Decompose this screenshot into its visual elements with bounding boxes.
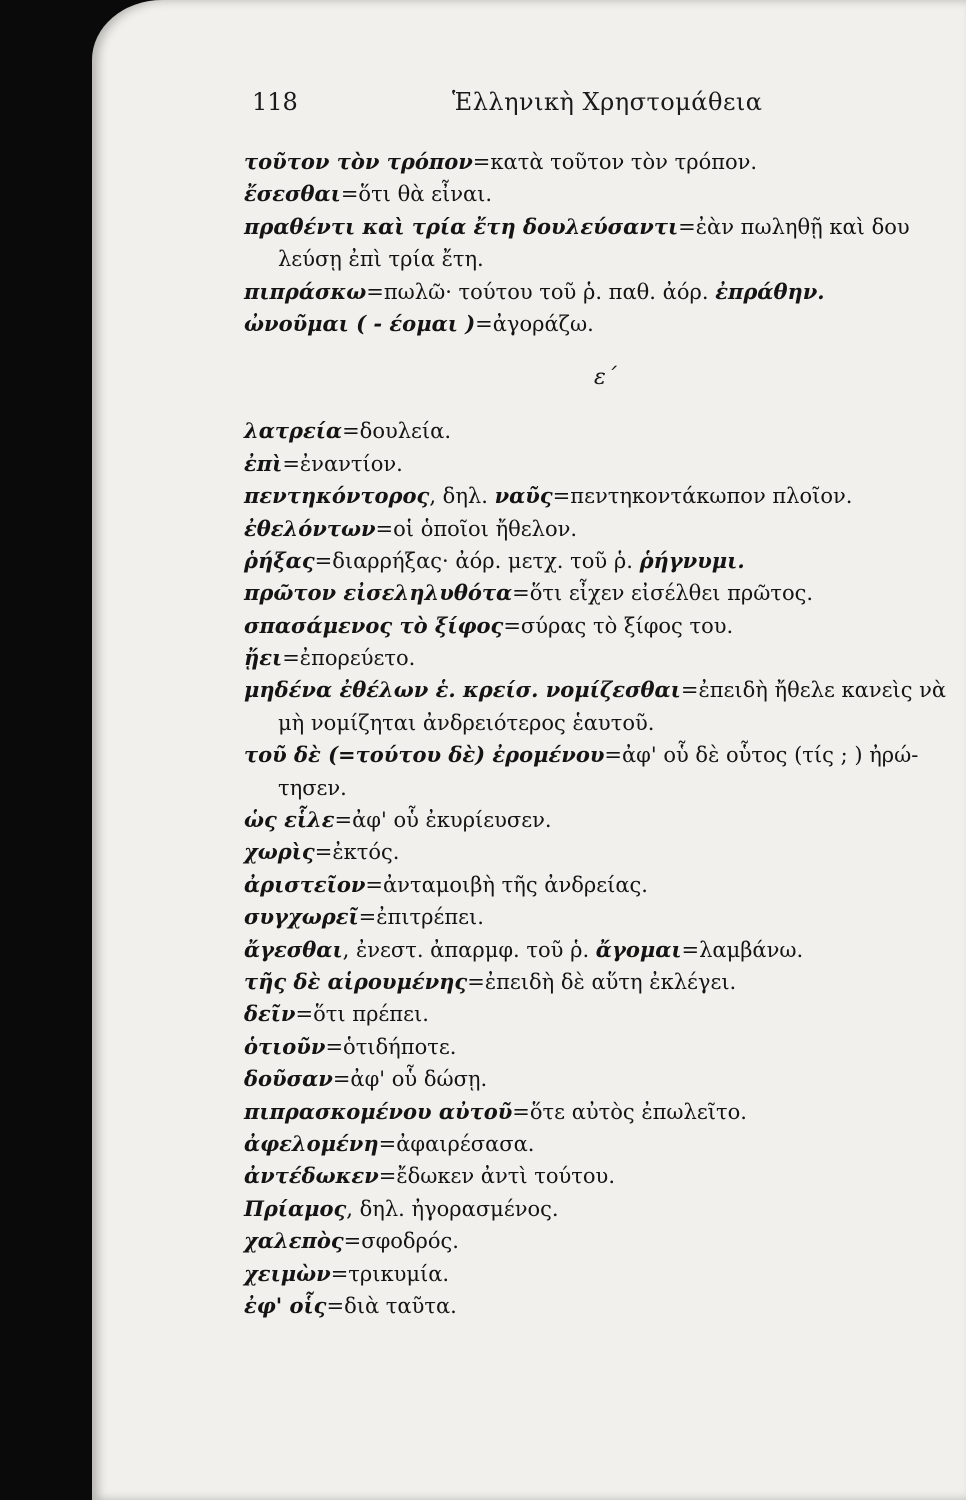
entry-headword: ἀριστεῖον — [244, 871, 366, 897]
entry-headword: πραθέντι καὶ τρία ἔτη δουλεύσαντι — [244, 213, 679, 239]
entry-headword: πιπρασκομένου αὐτοῦ — [244, 1098, 513, 1124]
entry-headword: χειμὼν — [244, 1260, 331, 1286]
glossary-entry — [244, 211, 964, 243]
entry-headword: τῆς δὲ αἱρουμένης — [244, 968, 468, 994]
glossary-entry — [244, 1193, 964, 1225]
entry-headword: ἐφ' οἷς — [244, 1292, 327, 1318]
glossary-entry — [244, 836, 964, 868]
entry-gloss: =τρικυμία. — [330, 1261, 450, 1286]
entry-gloss: =ἀφ' οὗ δὲ οὗτος (τίς ; ) ἠρώ- — [604, 743, 919, 768]
glossary-entry — [244, 966, 964, 998]
glossary-entry — [244, 1063, 964, 1095]
glossary-entry — [244, 1031, 964, 1063]
book-page — [92, 0, 966, 1500]
entry-headword: ναῦς — [494, 483, 553, 509]
entry-gloss: =ἀφαιρέσασα. — [378, 1131, 535, 1156]
glossary-entry — [244, 146, 964, 178]
running-title: Ἑλληνικὴ Χρηστομάθεια — [452, 88, 763, 116]
glossary-entry — [244, 934, 964, 966]
glossary-entry — [244, 480, 964, 512]
glossary-entry — [244, 998, 964, 1030]
entry-headword: πιπράσκω — [244, 278, 367, 304]
glossary-entry — [244, 1258, 964, 1290]
glossary-entry — [244, 577, 964, 609]
entry-headword: ᾔει — [244, 645, 283, 671]
entry-gloss: =πωλῶ· τούτου τοῦ ῥ. παθ. ἀόρ. — [366, 279, 716, 304]
entry-gloss: =λαμβάνω. — [681, 937, 804, 962]
entry-headword: ἄγομαι — [595, 936, 682, 962]
entry-headword: ὠνοῦμαι ( - έομαι ) — [244, 310, 476, 336]
entry-headword: ἐπὶ — [244, 450, 283, 476]
entry-gloss: , δηλ. — [429, 484, 495, 509]
entry-gloss: =κατὰ τοῦτον τὸν τρόπον. — [472, 150, 758, 174]
entry-gloss: =ἀφ' οὗ ἐκυρίευσεν. — [334, 808, 552, 833]
entry-gloss: =ὁτιδήποτε. — [325, 1034, 457, 1059]
section-mark: ε΄ — [594, 365, 617, 391]
entry-gloss: =διαρρήξας· ἀόρ. μετχ. τοῦ ῥ. — [314, 548, 640, 573]
entry-headword: τοῦτον τὸν τρόπον — [244, 149, 473, 174]
glossary-entry — [244, 243, 964, 275]
entry-gloss: μὴ νομίζηται ἀνδρειότερος ἑαυτοῦ. — [278, 710, 655, 735]
entry-headword: μηδένα ἐθέλων ἑ. κρείσ. νομίζεσθαι — [244, 677, 681, 703]
glossary-entry — [244, 545, 964, 577]
entry-headword: ἐθελόντων — [244, 515, 376, 541]
glossary-entry — [244, 1160, 964, 1192]
entry-gloss: , ἐνεστ. ἀπαρμφ. τοῦ ῥ. — [342, 937, 596, 962]
entry-headword: ἀντέδωκεν — [244, 1163, 379, 1189]
entry-gloss: λεύσῃ ἐπὶ τρία ἔτη. — [278, 247, 484, 272]
entry-gloss: =ἀγοράζω. — [475, 311, 594, 336]
entry-headword: Πρίαμος — [244, 1195, 347, 1221]
glossary-entry — [244, 642, 964, 674]
glossary-entry — [244, 772, 964, 804]
entry-headword: ἄγεσθαι — [244, 936, 343, 962]
entry-headword: πεντηκόντορος — [244, 483, 430, 509]
glossary-entry — [244, 869, 964, 901]
entry-gloss: =ἐὰν πωληθῇ καὶ δου — [678, 214, 910, 239]
entry-headword: τοῦ δὲ (=τούτου δὲ) ἐρομένου — [244, 742, 605, 768]
glossary-entry — [244, 276, 964, 308]
entry-headword: χαλεπὸς — [244, 1228, 344, 1254]
entry-headword: ῥήξας — [244, 547, 315, 573]
entry-gloss: =διὰ ταῦτα. — [326, 1293, 457, 1318]
glossary-entry — [244, 804, 964, 836]
entry-gloss: =ἐπιτρέπει. — [358, 905, 484, 930]
entry-headword: δεῖν — [244, 1001, 296, 1027]
entry-headword: σπασάμενος τὸ ξίφος — [244, 612, 504, 638]
entry-gloss: , δηλ. ἠγορασμένος. — [346, 1196, 559, 1221]
entry-gloss: =ἀνταμοιβὴ τῆς ἀνδρείας. — [365, 872, 648, 897]
glossary-entry — [244, 448, 964, 480]
entry-gloss: =ἐπορεύετο. — [282, 646, 416, 671]
entry-headword: λατρεία — [244, 418, 343, 444]
entry-headword: ὁτιοῦν — [244, 1033, 326, 1059]
glossary-entry — [244, 308, 964, 340]
glossary-entry — [244, 610, 964, 642]
entry-headword: ἔσεσθαι — [244, 181, 341, 207]
entry-headword: ὡς εἷλε — [244, 807, 335, 833]
glossary-entry — [244, 513, 964, 545]
entry-gloss: =πεντηκοντάκωπον πλοῖον. — [552, 484, 853, 509]
entry-gloss: =ἔδωκεν ἀντὶ τούτου. — [378, 1164, 615, 1189]
glossary-entry — [244, 901, 964, 933]
entry-gloss: =σφοδρός. — [343, 1229, 459, 1254]
glossary-group-b — [244, 415, 964, 1322]
entry-headword: δοῦσαν — [244, 1066, 333, 1092]
glossary-entry — [244, 1128, 964, 1160]
entry-headword: συγχωρεῖ — [244, 904, 359, 930]
entry-headword: χωρὶς — [244, 839, 315, 865]
glossary-entry — [244, 674, 964, 706]
entry-gloss: =ἐκτός. — [314, 840, 400, 865]
entry-gloss: =ἐναντίον. — [282, 451, 403, 476]
entry-headword: ἐπράθην. — [715, 278, 825, 304]
glossary-group-a — [244, 146, 964, 340]
glossary-entry — [244, 415, 964, 447]
entry-gloss: =σύρας τὸ ξίφος του. — [503, 613, 734, 638]
glossary-entry — [244, 707, 964, 739]
entry-gloss: =ὅτι πρέπει. — [295, 1002, 429, 1027]
entry-gloss: =οἱ ὁποῖοι ἤθελον. — [375, 516, 578, 541]
entry-gloss: =ὅτι θὰ εἶναι. — [340, 182, 493, 207]
entry-headword: ἀφελομένη — [244, 1130, 379, 1156]
entry-gloss: =ἐπειδὴ ἤθελε κανεὶς νὰ — [680, 678, 947, 703]
entry-headword: ῥήγνυμι. — [639, 547, 745, 573]
glossary — [244, 146, 964, 1322]
glossary-entry — [244, 178, 964, 210]
entry-gloss: =ὅτι εἶχεν εἰσέλθει πρῶτος. — [512, 581, 814, 606]
glossary-entry — [244, 1225, 964, 1257]
glossary-entry — [244, 739, 964, 771]
glossary-entry — [244, 1290, 964, 1322]
entry-gloss: =ὅτε αὐτὸς ἐπωλεῖτο. — [512, 1099, 747, 1124]
glossary-entry — [244, 1096, 964, 1128]
entry-gloss: τησεν. — [278, 775, 347, 800]
entry-gloss: =ἀφ' οὗ δώσῃ. — [332, 1067, 488, 1092]
page-number: 118 — [252, 88, 298, 116]
entry-headword: πρῶτον εἰσεληλυθότα — [244, 580, 513, 606]
entry-gloss: =δουλεία. — [342, 419, 452, 444]
entry-gloss: =ἐπειδὴ δὲ αὕτη ἐκλέγει. — [467, 969, 737, 994]
